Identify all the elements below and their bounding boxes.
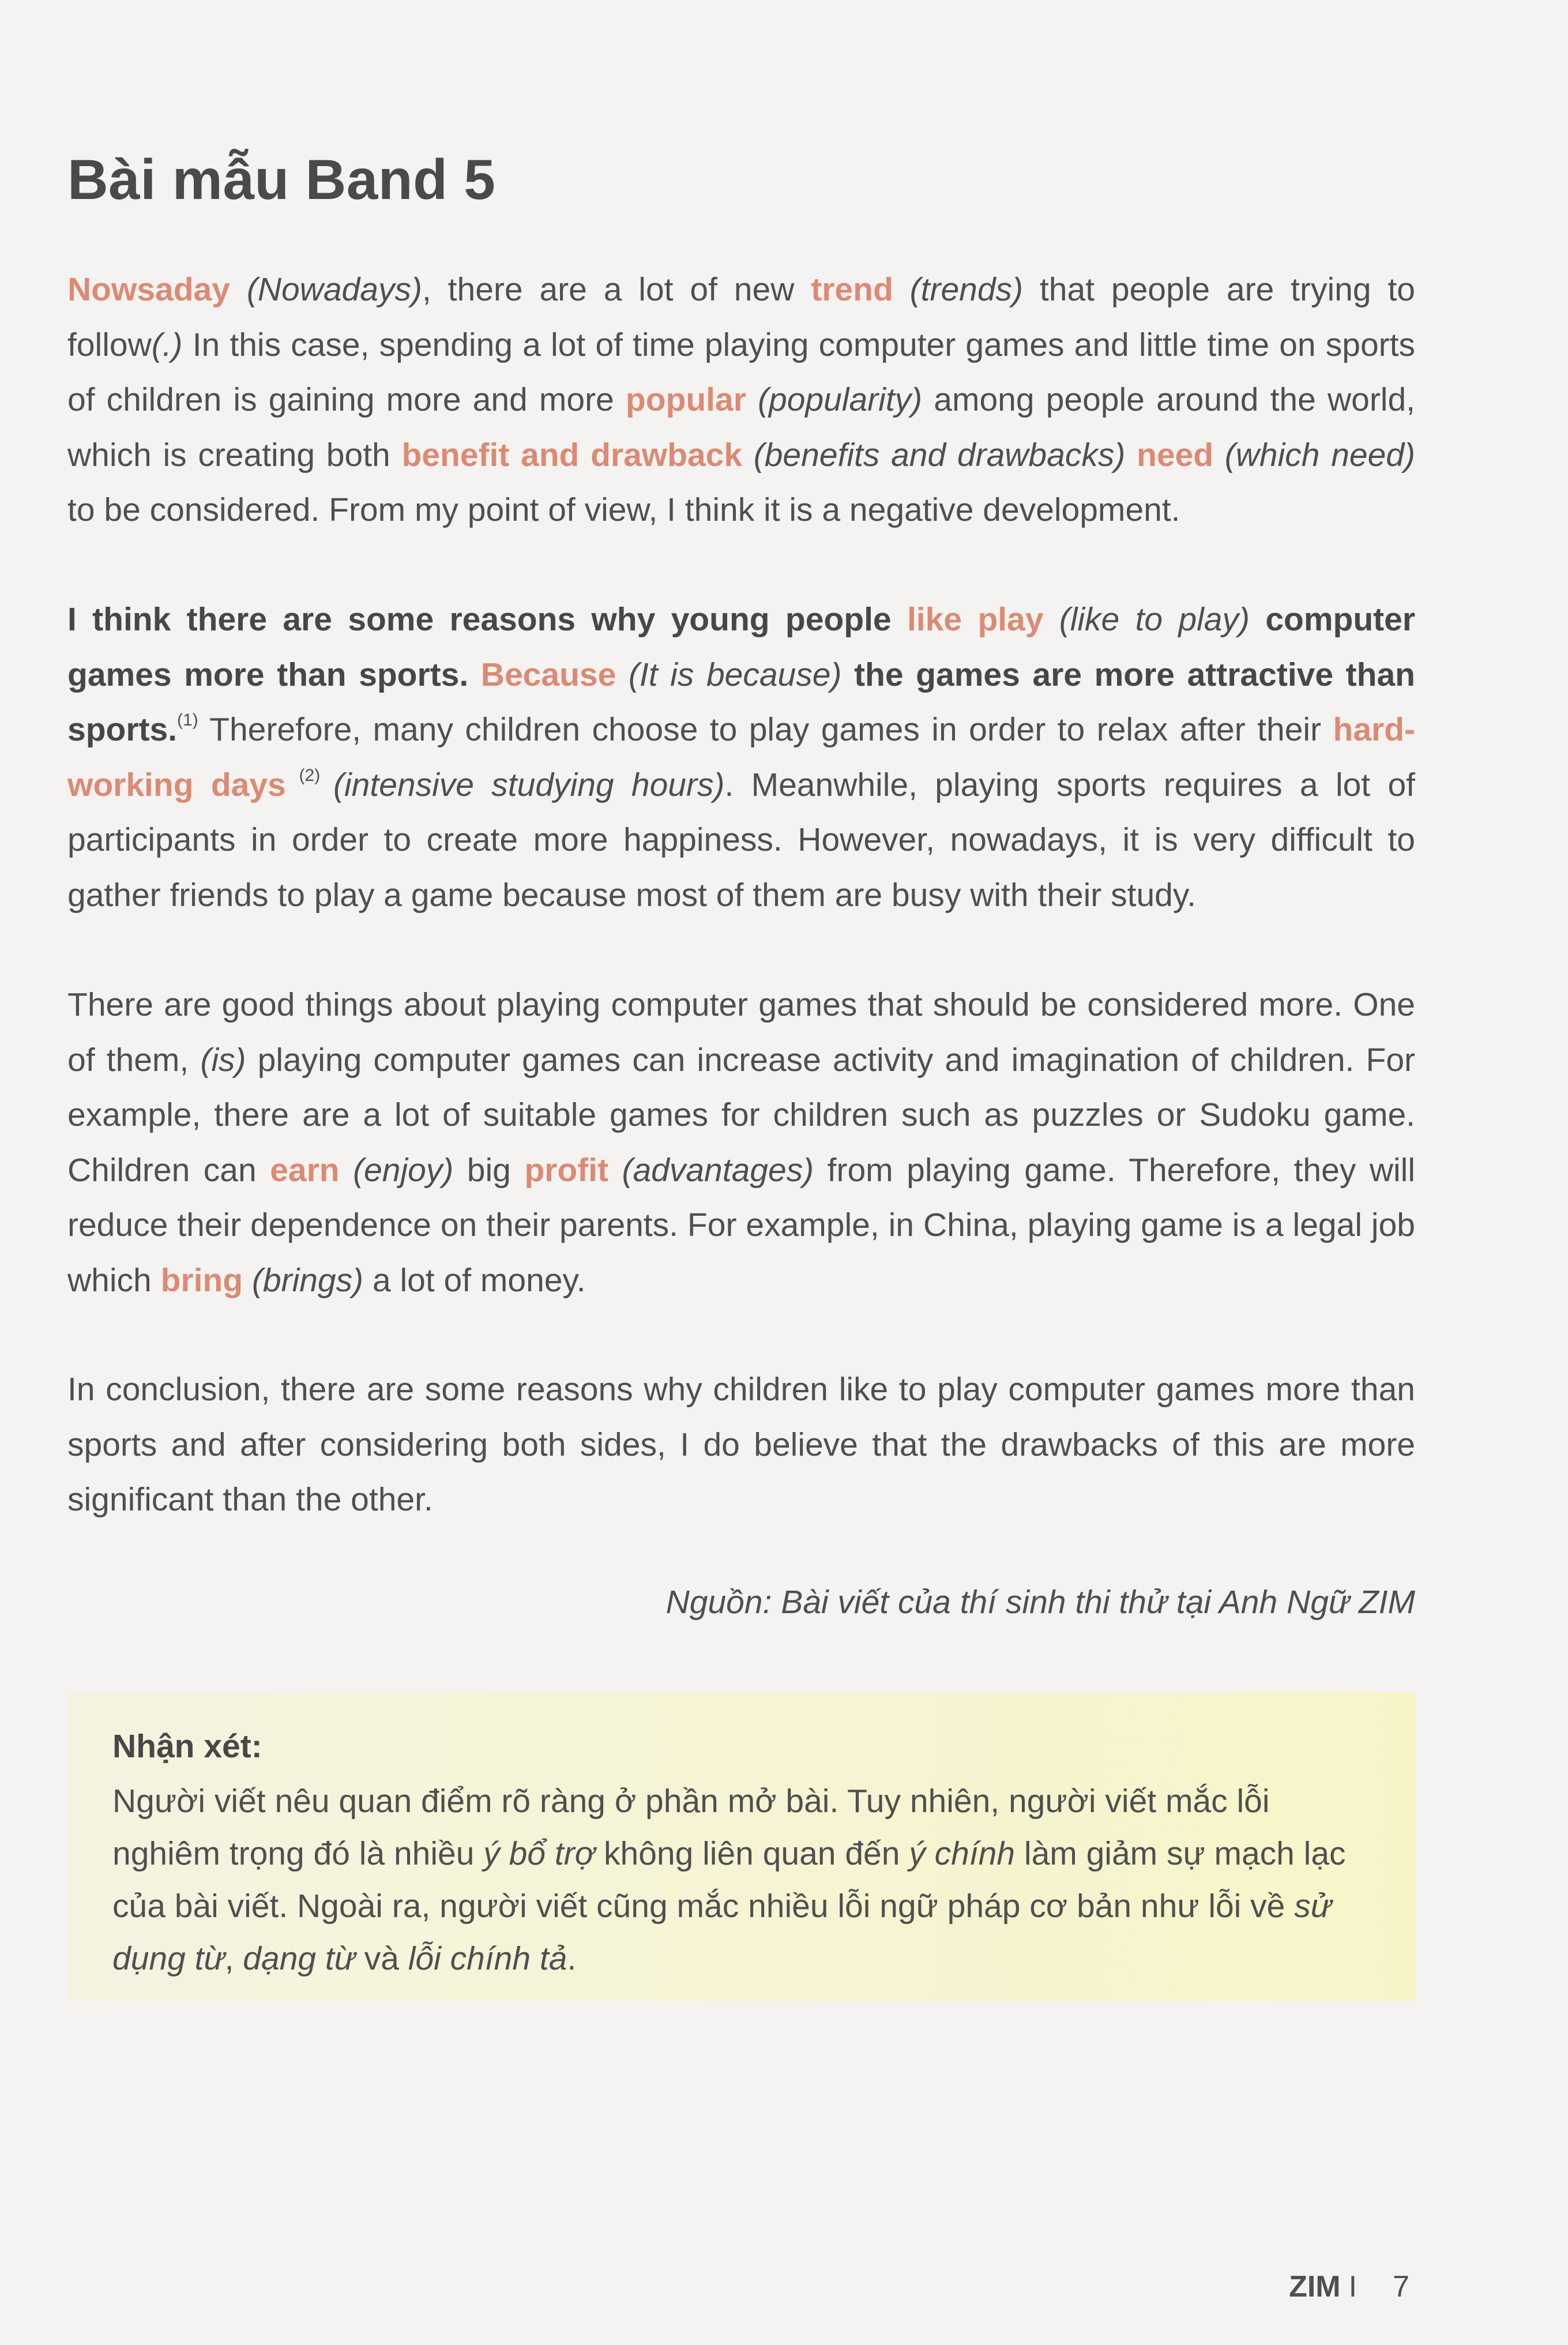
error-word: earn <box>270 1151 340 1189</box>
body-text: that people are trying to follow <box>67 271 1415 363</box>
comment-span: ý chính <box>909 1835 1016 1872</box>
body-text: There are good things about playing computer games that should be considered more. One of them, <box>67 986 1415 1078</box>
body-text: In this case, spending a lot of time playing computer games and little time on sports of children is gaining more and more <box>67 326 1415 418</box>
comment-span: lỗi chính tả <box>408 1940 567 1977</box>
body-text: . Meanwhile, playing sports requires a lot of participants in order to create more happiness. However, nowadays, it is very difficult to gather friends to play a game because most of them are busy with their study. <box>67 766 1415 914</box>
paragraph-introduction <box>67 262 1415 538</box>
error-word: profit <box>524 1151 608 1189</box>
error-word: bring <box>160 1261 243 1299</box>
body-text: to be considered. From my point of view, I think it is a negative development. <box>67 491 1180 528</box>
correction: (like to play) <box>1043 601 1266 638</box>
body-text: a lot of money. <box>363 1261 586 1299</box>
comment-span: làm giảm sự mạch lạc của bài viết. Ngoài ra, người viết cũng mắc nhiều lỗi ngữ pháp cơ bản như lỗi về <box>112 1835 1346 1925</box>
body-text: from playing game. Therefore, they will reduce their dependence on their parents. For example, in China, playing game is a legal job which <box>67 1151 1415 1299</box>
footer-separator: I <box>1348 2270 1358 2303</box>
error-word: popular <box>625 381 746 418</box>
footnote-marker: (2) <box>285 765 334 785</box>
error-word: like play <box>907 601 1044 638</box>
comment-span: không liên quan đến <box>595 1835 909 1872</box>
topic-sentence: computer games more than sports. <box>67 601 1416 693</box>
correction: (intensive studying hours) <box>333 766 725 803</box>
comment-span: và <box>355 1940 408 1977</box>
comment-span: sử dụng từ <box>112 1888 1332 1977</box>
paragraph-body-2 <box>67 978 1415 1308</box>
comment-box <box>67 1693 1415 2001</box>
topic-sentence: the games are more attractive than sports. <box>67 656 1415 748</box>
correction: (advantages) <box>608 1151 814 1189</box>
error-word: Nowsaday <box>67 271 230 308</box>
error-word: hard-working days <box>67 711 1415 803</box>
comment-heading: Nhận xét: <box>112 1728 262 1765</box>
topic-sentence: I think there are some reasons why young people <box>67 601 907 638</box>
correction: (trends) <box>893 271 1024 308</box>
comment-span: Người viết nêu quan điểm rõ ràng ở phần mở bài. Tuy nhiên, người viết mắc lỗi nghiêm trọng đó là nhiều <box>112 1783 1270 1872</box>
correction: (benefits and drawbacks) <box>742 436 1137 473</box>
paragraph-body-1 <box>67 592 1415 923</box>
error-word: need <box>1137 436 1214 473</box>
error-word: trend <box>811 271 893 308</box>
correction: (is) <box>200 1041 246 1078</box>
body-text: , there are a lot of new <box>422 271 811 308</box>
comment-text <box>112 1775 1355 1985</box>
comment-span: , <box>224 1940 243 1977</box>
source-citation: Nguồn: Bài viết của thí sinh thi thử tại Anh Ngữ ZIM <box>665 1584 1415 1621</box>
comment-span: dạng từ <box>243 1940 355 1977</box>
body-text: big <box>453 1151 525 1189</box>
comment-span: . <box>567 1940 577 1977</box>
error-word: Because <box>480 656 616 693</box>
correction: (enjoy) <box>339 1151 454 1189</box>
page-title: Bài mẫu Band 5 <box>67 148 496 211</box>
correction: (popularity) <box>746 381 923 418</box>
body-text: among people around the world, which is creating both <box>67 381 1416 473</box>
correction: (.) <box>151 326 183 363</box>
correction: (brings) <box>243 1261 364 1299</box>
paragraph-conclusion: In conclusion, there are some reasons why children like to play computer games more than sports and after considering both sides, I do believe that the drawbacks of this are more significant than the other. <box>67 1371 1415 1518</box>
footnote-marker: (1) <box>177 711 198 730</box>
error-word: benefit and drawback <box>401 436 743 473</box>
comment-span: ý bổ trợ <box>483 1835 595 1872</box>
body-text: Therefore, many children choose to play games in order to relax after their <box>198 711 1333 748</box>
correction: (Nowadays) <box>230 271 422 308</box>
footer-brand: ZIM <box>1289 2270 1341 2303</box>
page-number: 7 <box>1393 2270 1409 2303</box>
correction: (which need) <box>1213 436 1415 473</box>
body-text: playing computer games can increase activity and imagination of children. For example, there are a lot of suitable games for children such as puzzles or Sudoku game. Children can <box>67 1041 1415 1189</box>
correction: (It is because) <box>616 656 855 693</box>
page-footer <box>1289 2269 1409 2304</box>
